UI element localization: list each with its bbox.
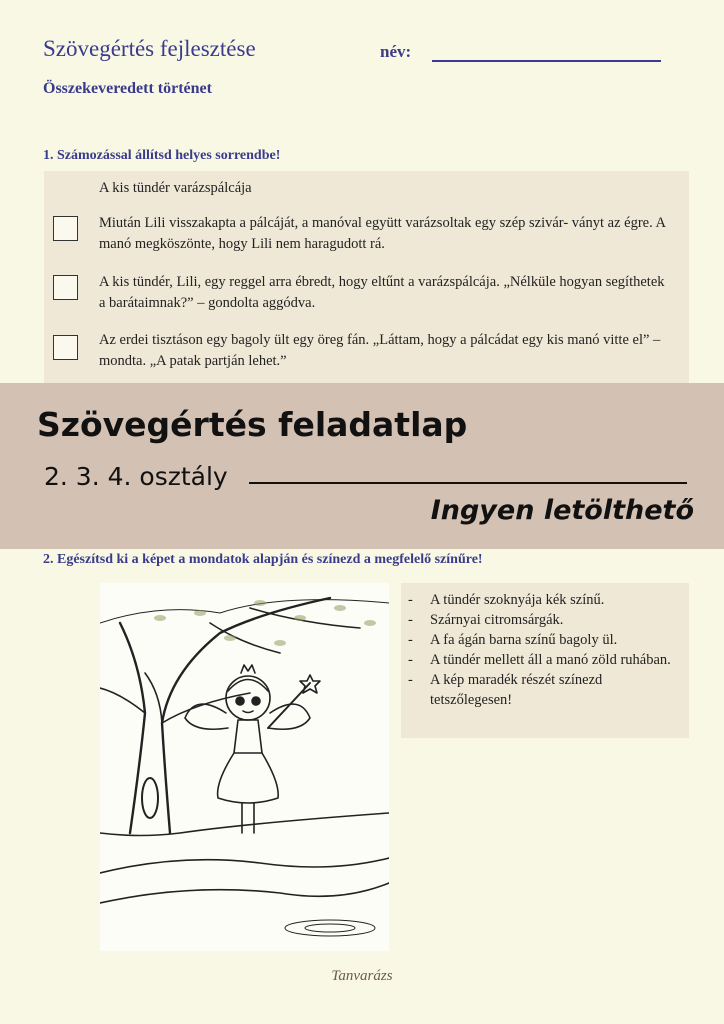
bullet-dash: - (408, 652, 413, 668)
order-checkbox-2[interactable] (53, 275, 78, 300)
story-title: A kis tündér varázspálcája (99, 180, 252, 196)
list-item (408, 650, 678, 670)
story-paragraph-2: A kis tündér, Lili, egy reggel arra ébredt, hogy eltűnt a varázspálcája. „Nélküle hogyan segíthetek a barátaimnak?” – gondolta aggódva. (99, 274, 665, 311)
bullet-dash: - (408, 612, 413, 628)
list-item (408, 670, 678, 710)
fairy-tree-illustration (100, 583, 389, 951)
instruction-text: A kép maradék részét színezd tetszőlegesen! (430, 672, 603, 708)
footer-brand: Tanvarázs (331, 968, 393, 984)
task1-heading: 1. Számozással állítsd helyes sorrendbe! (43, 148, 281, 163)
story-paragraph-3: Az erdei tisztáson egy bagoly ült egy öreg fán. „Láttam, hogy a pálcádat egy kis manó vitte el” – mondta. „A patak partján lehet.” (99, 332, 661, 369)
bullet-dash: - (408, 592, 413, 608)
name-label: név: (380, 42, 412, 61)
bullet-dash: - (408, 672, 413, 688)
banner-free-download[interactable]: Ingyen letölthető (430, 495, 694, 526)
page-subtitle: Összekeveredett történet (43, 80, 212, 97)
banner-title: Szövegértés feladatlap (37, 405, 468, 444)
instruction-text: A tündér mellett áll a manó zöld ruhában. (430, 652, 671, 668)
page-title: Szövegértés fejlesztése (43, 36, 256, 61)
instruction-text: A tündér szoknyája kék színű. (430, 592, 605, 608)
bullet-dash: - (408, 632, 413, 648)
order-checkbox-1[interactable] (53, 216, 78, 241)
instructions-list (408, 590, 678, 710)
list-item (408, 590, 678, 610)
task2-heading: 2. Egészítsd ki a képet a mondatok alapján és színezd a megfelelő színűre! (43, 552, 483, 567)
instruction-text: A fa ágán barna színű bagoly ül. (430, 632, 618, 648)
name-field-line[interactable] (432, 60, 661, 62)
banner-divider (249, 482, 687, 484)
coloring-picture (100, 583, 389, 951)
banner-grades: 2. 3. 4. osztály (44, 462, 228, 491)
order-checkbox-3[interactable] (53, 335, 78, 360)
instruction-text: Szárnyai citromsárgák. (430, 612, 564, 628)
list-item (408, 630, 678, 650)
list-item (408, 610, 678, 630)
story-paragraph-1: Miután Lili visszakapta a pálcáját, a manóval együtt varázsoltak egy szép szivár- ványt az égre. A manó megköszönte, hogy Lili nem haragudott rá. (99, 215, 666, 252)
